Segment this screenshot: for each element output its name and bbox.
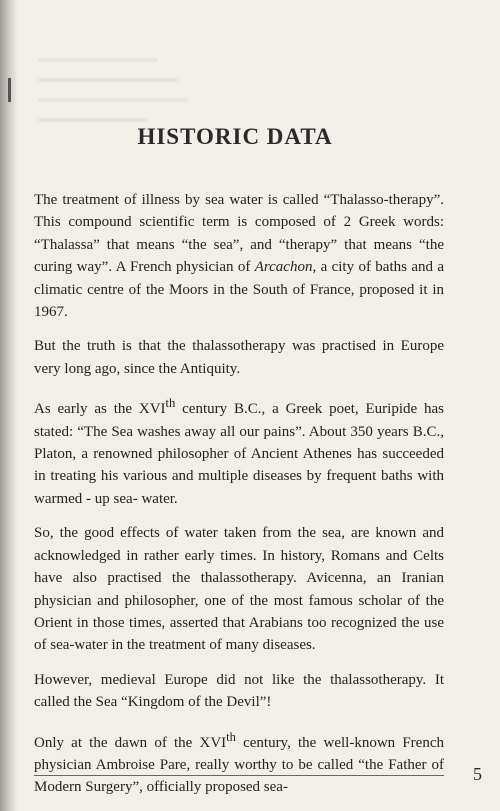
place-name: Arcachon xyxy=(254,259,313,276)
paragraph-text: century, the well-known French physician Ambroise Pare, really worthy to be called “the Father of Modern Surgery”, officially proposed sea- xyxy=(34,734,444,796)
paragraph xyxy=(34,726,444,799)
paragraph-text: century B.C., a Greek poet, Euripide has stated: “The Sea washes away all our pains”. About 350 years B.C., Platon, a renowned philosopher of Ancient Athenes has succeeded in treating his various and multiple diseases by frequent baths with warmed - up sea- water. xyxy=(34,401,444,507)
body-text xyxy=(34,189,444,811)
ordinal-suffix: th xyxy=(165,396,176,411)
page-title: HISTORIC DATA xyxy=(137,124,333,149)
binding-mark xyxy=(8,78,11,102)
paragraph-text: Only at the dawn of the XVI xyxy=(34,734,227,751)
page-number: 5 xyxy=(473,764,482,784)
paragraph: But the truth is that the thalassotherapy was practised in Europe very long ago, since the Antiquity. xyxy=(34,338,444,377)
bleed-through-line xyxy=(38,118,148,122)
bleed-through-line xyxy=(38,58,158,62)
page-binding-shadow xyxy=(0,0,18,811)
paragraph-text: , a city of baths and a climatic centre of the Moors in the South of France, proposed it in 1967. xyxy=(34,259,445,321)
ordinal-suffix: th xyxy=(226,729,236,744)
paragraph-text: As early as the XVI xyxy=(34,401,166,418)
paragraph xyxy=(34,189,444,323)
paragraph: However, medieval Europe did not like the thalassotherapy. It called the Sea “Kingdom of the Devil”! xyxy=(34,671,444,711)
bleed-through-line xyxy=(38,98,188,102)
paragraph: So, the good effects of water taken from the sea, are known and acknowledged in rather early times. In history, Romans and Celts have also practised the thalassotherapy. Avicenna, an Iranian physician and philosopher, one of the most famous scholar of the Orient in those times, asserted that Arabians too recognized the use of sea-water in the treatment of many diseases. xyxy=(34,525,444,654)
paragraph-text: The treatment of illness by sea water is called “Thalasso-therapy”. This compound scientific term is composed of 2 Greek words: “Thalassa” that means “the sea”, and “therapy” that means “the curing way”. A French physician of xyxy=(34,192,444,276)
bleed-through-line xyxy=(38,78,178,82)
footer-rule xyxy=(34,775,444,776)
paragraph xyxy=(34,392,444,510)
